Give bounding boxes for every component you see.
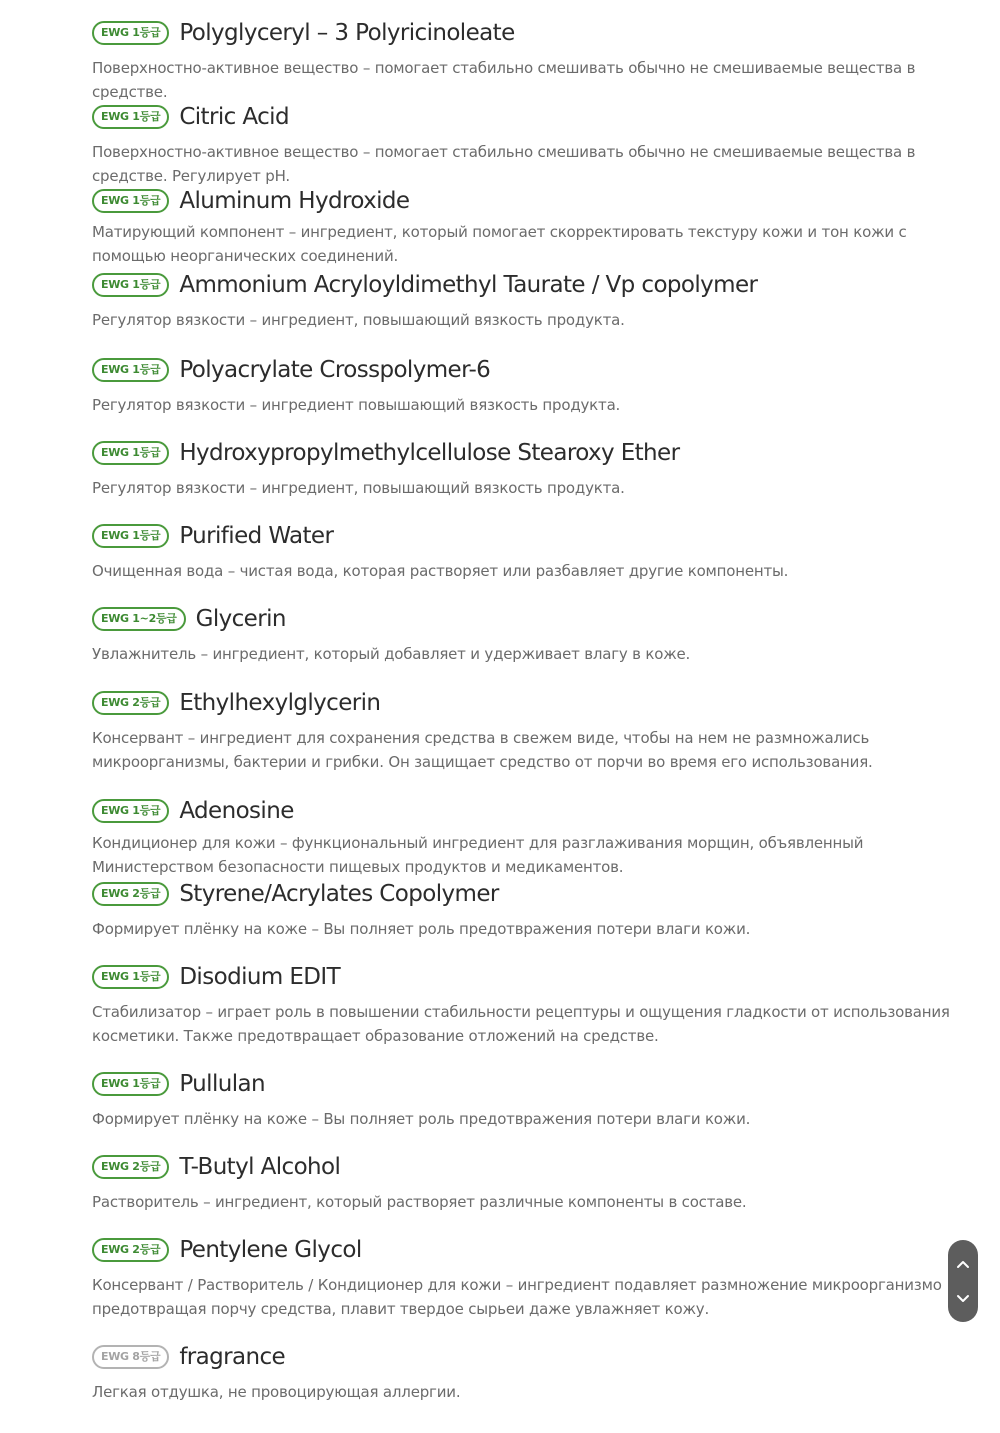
chevron-up-icon [956, 1259, 970, 1269]
ingredient-name: Ammonium Acryloyldimethyl Taurate / Vp copolymer [179, 272, 758, 298]
ingredient-item [92, 519, 952, 583]
ingredient-item [92, 436, 952, 500]
ingredient-name: Styrene/Acrylates Copolymer [179, 881, 499, 907]
ingredient-description: Регулятор вязкости – ингредиент, повышающий вязкость продукта. [92, 311, 625, 329]
ingredient-item [92, 100, 952, 188]
ingredient-header [92, 960, 952, 994]
ingredient-name: Aluminum Hydroxide [179, 188, 410, 214]
ewg-badge: EWG 8등급 [92, 1345, 169, 1369]
ingredient-description: Поверхностно-активное вещество – помогает стабильно смешивать обычно не смешиваемые вещества в средстве. [92, 59, 916, 101]
chevron-down-icon [956, 1294, 970, 1304]
ingredient-item [92, 184, 952, 268]
ewg-badge: EWG 1~2등급 [92, 607, 186, 631]
scroll-widget [948, 1240, 978, 1322]
ingredient-header [92, 268, 952, 302]
ingredient-header [92, 436, 952, 470]
ingredient-item [92, 602, 952, 666]
ingredient-name: Citric Acid [179, 104, 289, 130]
ingredient-name: Pullulan [179, 1071, 265, 1097]
ingredient-description: Формирует плёнку на коже – Вы полняет роль предотвражения потери влаги кожи. [92, 920, 751, 938]
ingredient-header [92, 1340, 952, 1374]
ingredient-description: Формирует плёнку на коже – Вы полняет роль предотвражения потери влаги кожи. [92, 1110, 751, 1128]
ewg-badge: EWG 1등급 [92, 189, 169, 213]
scroll-up-button[interactable] [951, 1250, 975, 1278]
ingredient-description: Увлажнитель – ингредиент, который добавляет и удерживает влагу в коже. [92, 645, 691, 663]
ewg-badge: EWG 1등급 [92, 1072, 169, 1096]
ewg-badge: EWG 1등급 [92, 105, 169, 129]
ingredient-header [92, 877, 952, 911]
ingredient-item [92, 686, 952, 774]
ingredient-item [92, 1233, 952, 1321]
ingredient-description: Регулятор вязкости – ингредиент повышающий вязкость продукта. [92, 396, 621, 414]
ingredient-header [92, 1067, 952, 1101]
ingredient-description: Матирующий компонент – ингредиент, который помогает скорректировать текстуру кожи и тон кожи с помощью неорганических соединений. [92, 223, 907, 265]
ingredient-name: Adenosine [179, 798, 294, 824]
ingredient-description: Консервант – ингредиент для сохранения средства в свежем виде, чтобы на нем не размножались микроорганизмы, бактерии и грибки. Он защищает средство от порчи во время его использования. [92, 729, 873, 771]
ingredient-item [92, 877, 952, 941]
ewg-badge: EWG 2등급 [92, 1238, 169, 1262]
ingredient-name: fragrance [179, 1344, 286, 1370]
ewg-badge: EWG 1등급 [92, 21, 169, 45]
ingredient-description: Консервант / Растворитель / Кондиционер для кожи – ингредиент подавляет размножение микроорганизмо предотвращая порчу средства, плавит твердое сырьеи даже увлажняет кожу. [92, 1276, 942, 1318]
ingredient-item [92, 1340, 952, 1404]
ingredient-name: Glycerin [195, 606, 286, 632]
ingredient-name: Disodium EDIT [179, 964, 341, 990]
ewg-badge: EWG 2등급 [92, 691, 169, 715]
ingredient-header [92, 184, 952, 218]
ewg-badge: EWG 1등급 [92, 358, 169, 382]
ingredient-description: Очищенная вода – чистая вода, которая растворяет или разбавляет другие компоненты. [92, 562, 789, 580]
ingredient-name: T-Butyl Alcohol [179, 1154, 341, 1180]
ingredient-description: Регулятор вязкости – ингредиент, повышающий вязкость продукта. [92, 479, 625, 497]
ingredient-description: Поверхностно-активное вещество – помогает стабильно смешивать обычно не смешиваемые вещества в средстве. Регулирует pH. [92, 143, 916, 185]
ingredient-item [92, 268, 952, 332]
ewg-badge: EWG 1등급 [92, 524, 169, 548]
ewg-badge: EWG 2등급 [92, 882, 169, 906]
ingredient-header [92, 1233, 952, 1267]
ingredient-header [92, 1150, 952, 1184]
ingredient-header [92, 686, 952, 720]
ingredient-name: Polyacrylate Crosspolymer-6 [179, 357, 491, 383]
ingredient-item [92, 960, 952, 1048]
ingredient-name: Purified Water [179, 523, 334, 549]
ewg-badge: EWG 1등급 [92, 965, 169, 989]
ingredient-name: Hydroxypropylmethylcellulose Stearoxy Ether [179, 440, 680, 466]
ingredient-header [92, 353, 952, 387]
ingredient-name: Polyglyceryl – 3 Polyricinoleate [179, 20, 515, 46]
ingredient-header [92, 100, 952, 134]
ewg-badge: EWG 2등급 [92, 1155, 169, 1179]
ewg-badge: EWG 1등급 [92, 273, 169, 297]
ingredient-description: Растворитель – ингредиент, который растворяет различные компоненты в составе. [92, 1193, 747, 1211]
ingredient-header [92, 794, 952, 828]
ingredient-header [92, 16, 952, 50]
ingredient-header [92, 602, 952, 636]
ingredient-description: Легкая отдушка, не провоцирующая аллергии. [92, 1383, 461, 1401]
ingredient-item [92, 1150, 952, 1214]
ingredient-name: Pentylene Glycol [179, 1237, 362, 1263]
ingredient-description: Кондиционер для кожи – функциональный ингредиент для разглаживания морщин, объявленный Министерством безопасности пищевых продуктов и медикаментов. [92, 834, 864, 876]
ingredient-description: Стабилизатор – играет роль в повышении стабильности рецептуры и ощущения гладкости от использования косметики. Также предотвращает образование отложений на средстве. [92, 1003, 950, 1045]
ewg-badge: EWG 1등급 [92, 799, 169, 823]
ingredient-item [92, 16, 952, 104]
ingredient-name: Ethylhexylglycerin [179, 690, 381, 716]
ingredient-header [92, 519, 952, 553]
ingredient-item [92, 1067, 952, 1131]
ingredient-item [92, 794, 952, 879]
scroll-down-button[interactable] [951, 1285, 975, 1313]
ewg-badge: EWG 1등급 [92, 441, 169, 465]
ingredient-item [92, 353, 952, 417]
